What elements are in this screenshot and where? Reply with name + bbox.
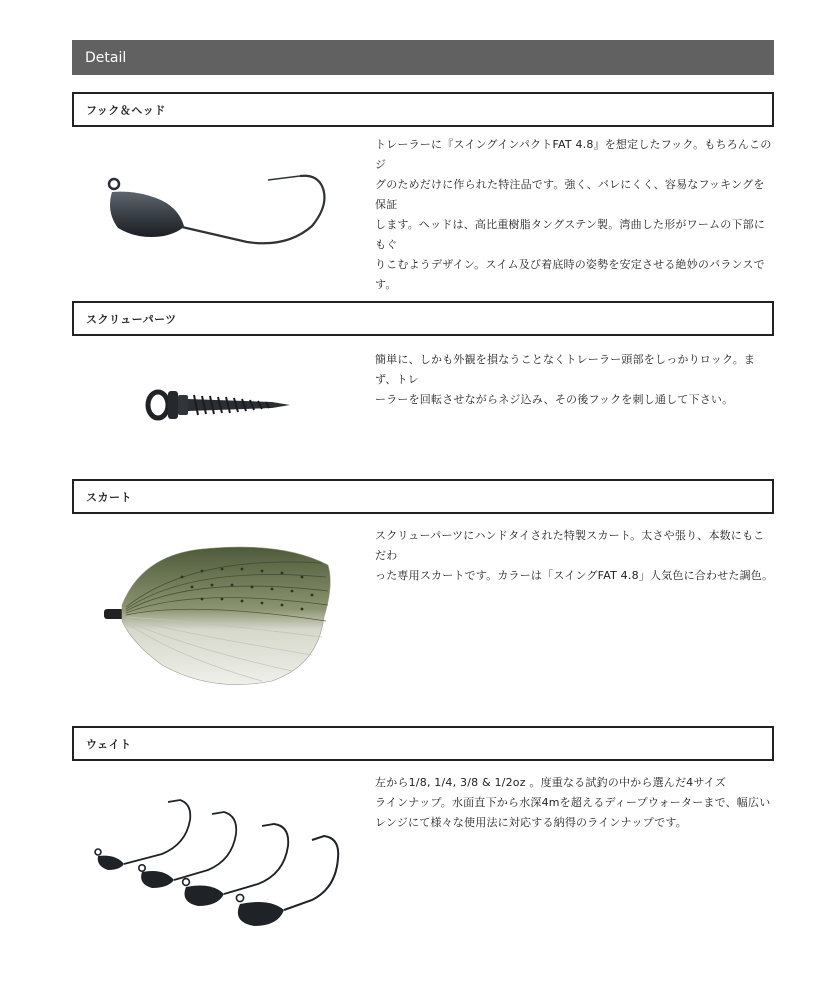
skirt-icon [72,525,352,700]
weight-lineup-icon [72,780,362,955]
section-description: 左から1/8, 1/4, 3/8 & 1/2oz 。度重なる試釣の中から選んだ4サイズ ラインナップ。水面直下から水深4mを超えるディープウォーターまで、幅広い レンジにて様々な使用法に対応する納得のラインナップです。 [375,776,771,829]
section-title-hook-head [72,92,774,127]
section-title-weight [72,726,774,761]
section-title-screw-parts [72,301,774,336]
section-description: スクリューパーツにハンドタイされた特製スカート。太さや張り、本数にもこだわ った専用スカートです。カラーは「スイングFAT 4.8」人気色に合わせた調色。 [375,529,774,582]
section-title-label: ウェイト [86,737,132,751]
section-title-label: フック＆ヘッド [86,103,166,117]
section-title-skirt [72,479,774,514]
section-title-label: スカート [86,490,132,504]
detail-title: Detail [85,49,127,66]
section-description: トレーラーに『スイングインパクトFAT 4.8』を想定したフック。もちろんこのジ グのためだけに作られた特注品です。強く、バレにくく、容易なフッキングを保証 します。ヘッドは、高比重樹脂タングステン製。湾曲した形がワームの下部にもぐ りこむようデザイン。スイム及び着底時の姿勢を安定させる絶妙のバランスで す。 [375,138,772,291]
screw-part-icon [72,345,352,460]
section-title-label: スクリューパーツ [86,312,177,326]
jig-hook-icon [72,140,352,285]
section-description: 簡単に、しかも外観を損なうことなくトレーラー頭部をしっかりロック。まず、トレ ーラーを回転させながらネジ込み、その後フックを刺し通して下さい。 [375,353,756,406]
detail-header [72,40,774,75]
